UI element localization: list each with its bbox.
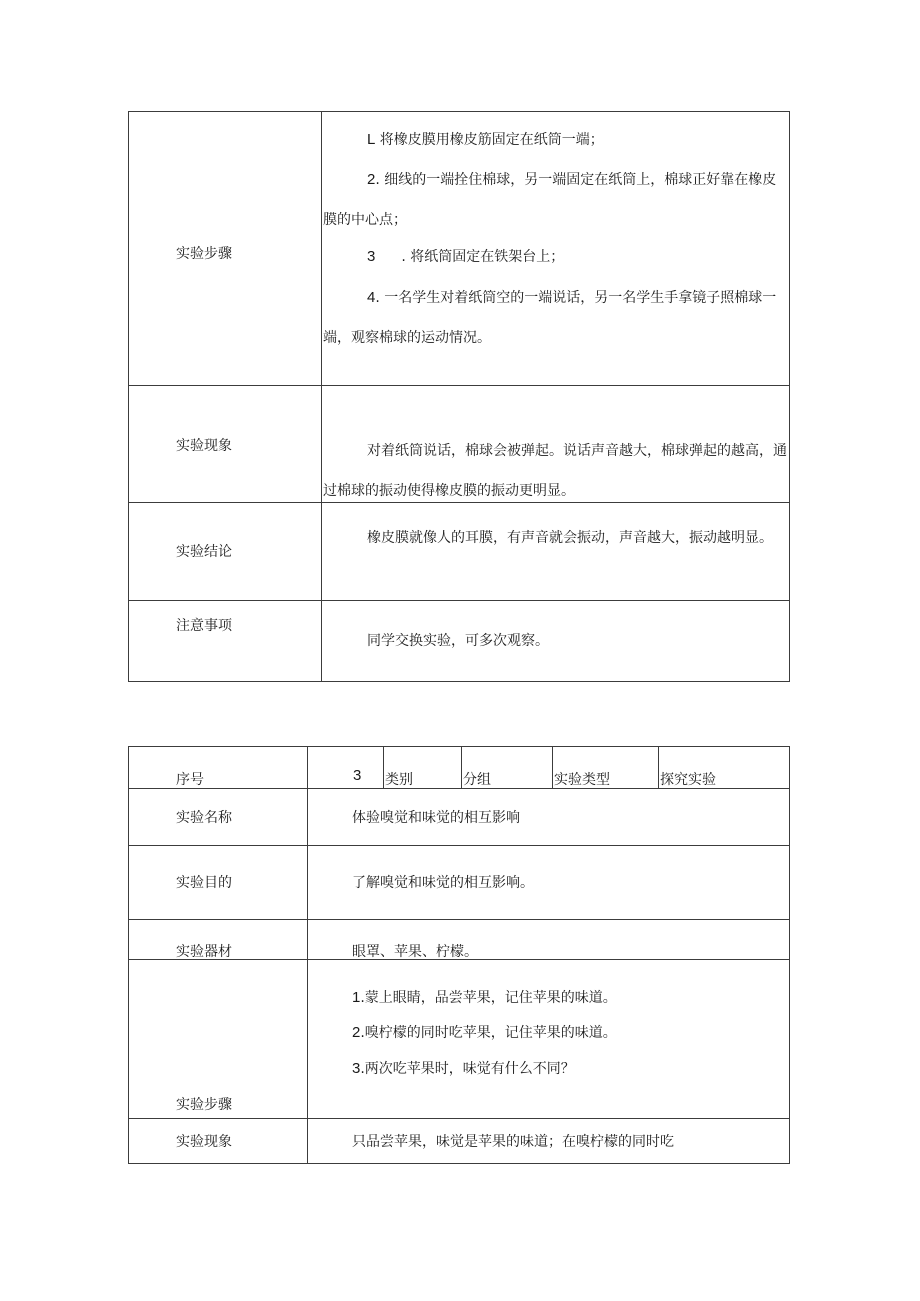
steps2-label: 实验步骤 xyxy=(176,1097,232,1113)
step2-1-text: .蒙上眼睛，品尝苹果，记住苹果的味道。 xyxy=(360,990,617,1006)
notes-label: 注意事项 xyxy=(176,618,232,634)
step-2 xyxy=(323,160,787,240)
step-3-text: . 将纸筒固定在铁架台上； xyxy=(401,249,565,265)
type-value: 探究实验 xyxy=(660,772,716,788)
materials-label: 实验器材 xyxy=(176,944,232,960)
step-1-text: 将橡皮膜用橡皮筋固定在纸筒一端； xyxy=(375,132,604,148)
phenomenon2-row xyxy=(129,1119,790,1164)
purpose-label-cell xyxy=(129,846,308,920)
step2-1 xyxy=(352,987,617,1007)
name-label-cell xyxy=(129,789,308,846)
experiment-table-1 xyxy=(128,111,790,682)
seq-value: 3 xyxy=(353,767,362,784)
purpose-value: 了解嗅觉和味觉的相互影响。 xyxy=(352,875,534,891)
phenomenon-label-cell xyxy=(129,386,322,503)
notes-content-cell xyxy=(322,601,790,682)
notes-row xyxy=(129,601,790,682)
conclusion-content-cell xyxy=(322,503,790,601)
seq-label: 序号 xyxy=(176,772,204,788)
step-4-number: 4 xyxy=(367,289,376,306)
experiment-table-2 xyxy=(128,746,790,1164)
name-row xyxy=(129,789,790,846)
steps-label: 实验步骤 xyxy=(176,246,232,262)
step-2-number: 2 xyxy=(367,171,376,188)
purpose-row xyxy=(129,846,790,920)
category-value-cell xyxy=(462,747,553,789)
materials-value-cell xyxy=(308,920,790,960)
phenomenon-content-cell xyxy=(322,386,790,503)
materials-value: 眼罩、苹果、柠檬。 xyxy=(352,944,478,960)
header-row xyxy=(129,747,790,789)
seq-value-cell xyxy=(308,747,384,789)
notes-label-cell xyxy=(129,601,322,682)
type-label-cell xyxy=(553,747,659,789)
conclusion-text-block xyxy=(323,518,787,558)
step2-3 xyxy=(352,1058,575,1078)
category-label-cell xyxy=(384,747,462,789)
seq-label-cell xyxy=(129,747,308,789)
step-3 xyxy=(323,237,787,277)
type-value-cell xyxy=(659,747,790,789)
conclusion-text: 橡皮膜就像人的耳膜，有声音就会振动，声音越大，振动越明显。 xyxy=(367,530,773,546)
type-label: 实验类型 xyxy=(554,772,610,788)
phenomenon-row xyxy=(129,386,790,503)
step-1-number: L xyxy=(367,131,376,148)
step2-3-text: .两次吃苹果时，味觉有什么不同？ xyxy=(360,1061,575,1077)
materials-row xyxy=(129,920,790,960)
step-4 xyxy=(323,278,787,358)
notes-text: 同学交换实验，可多次观察。 xyxy=(367,633,549,649)
step2-2-text: .嗅柠檬的同时吃苹果，记住苹果的味道。 xyxy=(360,1025,617,1041)
conclusion-label-cell xyxy=(129,503,322,601)
step2-2-number: 2 xyxy=(352,1024,361,1041)
name-value-cell xyxy=(308,789,790,846)
phenomenon2-label: 实验现象 xyxy=(176,1134,232,1150)
category-label: 类别 xyxy=(385,772,413,788)
name-label: 实验名称 xyxy=(176,810,232,826)
steps-content-cell xyxy=(322,112,790,386)
step2-2 xyxy=(352,1022,617,1042)
notes-text-block xyxy=(323,621,787,661)
steps-row xyxy=(129,112,790,386)
steps-label-cell xyxy=(129,112,322,386)
phenomenon2-value-cell xyxy=(308,1119,790,1164)
phenomenon-text: 对着纸筒说话，棉球会被弹起。说话声音越大，棉球弹起的越高，通过棉球的振动使得橡皮膜的振动更明显。 xyxy=(323,443,787,499)
phenomenon2-value: 只品尝苹果，味觉是苹果的味道；在嗅柠檬的同时吃 xyxy=(352,1134,674,1150)
conclusion-row xyxy=(129,503,790,601)
phenomenon-text-block xyxy=(323,431,787,511)
name-value: 体验嗅觉和味觉的相互影响 xyxy=(352,810,520,826)
phenomenon2-label-cell xyxy=(129,1119,308,1164)
steps2-content-cell xyxy=(308,960,790,1119)
phenomenon-label: 实验现象 xyxy=(176,438,232,454)
category-value: 分组 xyxy=(463,772,491,788)
materials-label-cell xyxy=(129,920,308,960)
step-4-text: . 一名学生对着纸筒空的一端说话，另一名学生手拿镜子照棉球一端，观察棉球的运动情况。 xyxy=(323,290,777,346)
step2-1-number: 1 xyxy=(352,989,361,1006)
steps2-row xyxy=(129,960,790,1119)
step-3-number: 3 xyxy=(367,248,376,265)
conclusion-label: 实验结论 xyxy=(176,544,232,560)
purpose-label: 实验目的 xyxy=(176,875,232,891)
purpose-value-cell xyxy=(308,846,790,920)
step-2-text: . 细线的一端拴住棉球，另一端固定在纸筒上，棉球正好靠在橡皮膜的中心点； xyxy=(323,172,777,228)
step-1 xyxy=(323,120,787,160)
step2-3-number: 3 xyxy=(352,1060,361,1077)
steps2-label-cell xyxy=(129,960,308,1119)
